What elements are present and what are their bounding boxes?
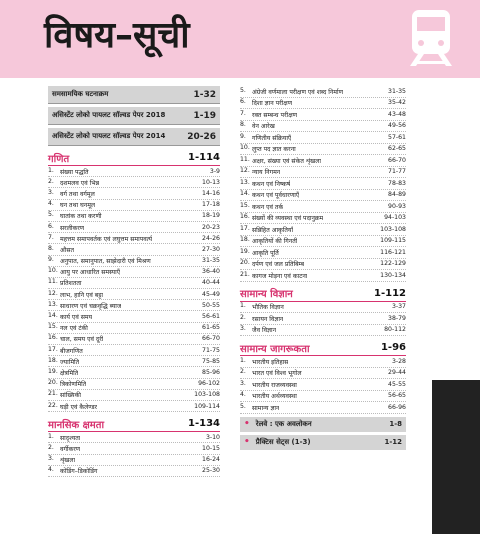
toc-row-title: सांख्यिकी xyxy=(60,392,81,400)
toc-row-number: 4. xyxy=(48,466,54,474)
toc-row-pages: 109-115 xyxy=(380,237,406,245)
toc-row-title: सामान्य ज्ञान xyxy=(252,404,280,412)
toc-row[interactable] xyxy=(240,236,406,248)
toc-row-number: 9. xyxy=(240,132,246,140)
toc-row-number: 5. xyxy=(48,211,54,219)
toc-row-pages: 56-61 xyxy=(202,313,220,321)
toc-row-title: भारतीय अर्थव्यवस्था xyxy=(252,393,297,401)
toc-row-title: अक्षर, संख्या एवं संकेत शृंखला xyxy=(252,157,322,165)
toc-row-number: 1. xyxy=(240,356,246,364)
toc-row-number: 18. xyxy=(48,356,58,364)
toc-row[interactable] xyxy=(48,200,220,211)
toc-row-title: अनुपात, समानुपात, साझेदारी एवं मिश्रण xyxy=(60,258,151,266)
toc-row[interactable] xyxy=(48,379,220,390)
toc-row-number: 2. xyxy=(48,177,54,185)
toc-row[interactable] xyxy=(240,86,406,98)
toc-row-pages: 18-19 xyxy=(202,212,220,220)
toc-row-title: आयु पर आधारित समस्याएँ xyxy=(60,269,121,277)
toc-row[interactable] xyxy=(240,167,406,179)
toc-row-title: दर्पण एवं जल प्रतिबिम्ब xyxy=(252,261,305,269)
toc-row-number: 14. xyxy=(48,312,58,320)
toc-row[interactable] xyxy=(48,455,220,466)
section-title: मानसिक क्षमता xyxy=(48,419,105,431)
toc-row-title: भारतीय राजव्यवस्था xyxy=(252,381,297,389)
toc-row[interactable] xyxy=(240,121,406,133)
toc-row-pages: 40-44 xyxy=(202,279,220,287)
toc-row[interactable] xyxy=(48,367,220,378)
toc-row-number: 5. xyxy=(240,402,246,410)
toc-row-title: आकृतियों की गिनती xyxy=(252,238,298,246)
toc-row-number: 17. xyxy=(240,224,250,232)
toc-row-pages: 25-30 xyxy=(202,467,220,475)
mansik-list xyxy=(48,432,220,477)
toc-row[interactable] xyxy=(48,356,220,367)
toc-entry-railway-overview[interactable]: • रेलवे : एक अवलोकन 1-8 xyxy=(240,417,406,432)
toc-row-number: 19. xyxy=(240,247,250,255)
toc-row-pages: 3-9 xyxy=(209,167,220,175)
toc-row[interactable] xyxy=(240,356,406,368)
toc-row-title: प्रतिशतता xyxy=(60,280,82,288)
toc-row-title: सन्निहित आकृतियाँ xyxy=(252,226,294,234)
toc-row-title: साधारण एवं चक्रवृद्धि ब्याज xyxy=(60,302,122,310)
section-header-vigyan[interactable] xyxy=(240,286,406,302)
left-column xyxy=(48,86,220,477)
toc-row-title: सादृश्यता xyxy=(60,434,81,442)
toc-row-title: नल एवं टंकी xyxy=(60,325,88,333)
toc-row[interactable] xyxy=(48,256,220,267)
toc-row[interactable] xyxy=(240,213,406,225)
toc-row-title: ज्यामिति xyxy=(60,358,80,366)
toc-row-number: 3. xyxy=(240,325,246,333)
toc-row-title: शृंखला xyxy=(60,457,76,465)
toc-row-number: 16. xyxy=(240,213,250,221)
toc-row-number: 6. xyxy=(240,98,246,106)
toc-row-title: जैव विज्ञान xyxy=(252,327,277,335)
toc-row[interactable] xyxy=(240,391,406,403)
toc-row-pages: 20-23 xyxy=(202,223,220,231)
toc-row-pages: 78-83 xyxy=(388,179,406,187)
toc-row-title: वेन आरेख xyxy=(252,123,275,131)
toc-row-title: रसायन विज्ञान xyxy=(252,315,284,323)
toc-row[interactable] xyxy=(48,401,220,412)
page-title: विषय–सूची xyxy=(44,15,190,56)
toc-row-title: लुप्त पद ज्ञात करना xyxy=(252,146,296,154)
toc-entry-current-affairs[interactable]: समसामयिक घटनाक्रम 1-32 xyxy=(48,86,220,104)
toc-row-pages: 3-37 xyxy=(391,303,406,311)
section-pages: 1-112 xyxy=(374,287,406,299)
toc-row[interactable] xyxy=(48,222,220,233)
toc-row-pages: 80-112 xyxy=(384,326,406,334)
toc-row-number: 21. xyxy=(48,390,58,398)
toc-row[interactable] xyxy=(240,201,406,213)
toc-row-pages: 71-77 xyxy=(388,168,406,176)
toc-row[interactable] xyxy=(240,313,406,325)
toc-row-pages: 103-108 xyxy=(380,225,406,233)
toc-row-pages: 36-40 xyxy=(202,268,220,276)
toc-row[interactable] xyxy=(240,224,406,236)
toc-row-number: 10. xyxy=(240,144,250,152)
toc-row-title: दशमलव एवं भिन्न xyxy=(60,179,100,187)
toc-row-number: 18. xyxy=(240,236,250,244)
toc-row-pages: 116-121 xyxy=(380,248,406,256)
toc-row[interactable] xyxy=(48,466,220,477)
toc-row-title: गणितीय संक्रियाएँ xyxy=(252,134,292,142)
toc-row-title: कागज मोड़ना एवं काटना xyxy=(252,272,308,280)
toc-entry-practice-sets[interactable]: • प्रैक्टिस सेट्स (1-3) 1-12 xyxy=(240,435,406,450)
toc-row[interactable] xyxy=(48,267,220,278)
toc-row-pages: 84-89 xyxy=(388,191,406,199)
toc-row[interactable] xyxy=(240,270,406,282)
toc-row-title: भौतिक विज्ञान xyxy=(252,304,284,312)
toc-row-title: कार्य एवं समय xyxy=(60,314,93,322)
toc-row[interactable] xyxy=(48,233,220,244)
toc-row-pages: 122-129 xyxy=(380,260,406,268)
toc-row-number: 11. xyxy=(48,278,58,286)
toc-row-pages: 10-15 xyxy=(202,444,220,452)
toc-row-title: वर्ग तथा वर्गमूल xyxy=(60,190,95,198)
toc-row-pages: 75-85 xyxy=(202,357,220,365)
toc-row[interactable] xyxy=(48,300,220,311)
toc-row-number: 17. xyxy=(48,345,58,353)
toc-row[interactable] xyxy=(48,345,220,356)
toc-entry-paper-2018[interactable]: असिस्टेंट लोको पायलट सॉल्वड पेपर 2018 1-19 xyxy=(48,107,220,125)
toc-row-number: 2. xyxy=(48,443,54,451)
toc-row-pages: 56-65 xyxy=(388,392,406,400)
jagrukta-list xyxy=(240,356,406,414)
toc-row-title: घातांक तथा करणी xyxy=(60,213,102,221)
toc-row-pages: 27-30 xyxy=(202,245,220,253)
section-header-ganit[interactable] xyxy=(48,150,220,166)
toc-row-pages: 109-114 xyxy=(194,402,220,410)
toc-row[interactable] xyxy=(48,166,220,177)
toc-row-number: 16. xyxy=(48,334,58,342)
decorative-side-bar xyxy=(432,380,480,534)
toc-row-number: 10. xyxy=(48,267,58,275)
toc-row-pages: 29-44 xyxy=(388,369,406,377)
toc-row-pages: 130-134 xyxy=(380,271,406,279)
bullet-icon: • xyxy=(244,437,250,447)
toc-row-title: कथन एवं तर्क xyxy=(252,203,284,211)
toc-row-number: 7. xyxy=(240,109,246,117)
toc-row-number: 1. xyxy=(48,166,54,174)
toc-row-pages: 24-26 xyxy=(202,234,220,242)
toc-row[interactable] xyxy=(240,325,406,337)
toc-row-title: लाभ, हानि एवं बट्टा xyxy=(60,291,103,299)
toc-row-pages: 38-79 xyxy=(388,314,406,322)
toc-row-pages: 49-56 xyxy=(388,122,406,130)
toc-row-pages: 10-13 xyxy=(202,178,220,186)
toc-row-pages: 71-75 xyxy=(202,346,220,354)
toc-row-title: आकृति पूर्ति xyxy=(252,249,279,257)
toc-row-number: 21. xyxy=(240,270,250,278)
toc-row-number: 12. xyxy=(240,167,250,175)
toc-row-pages: 103-108 xyxy=(194,391,220,399)
mansik-continued-list xyxy=(240,86,406,282)
vigyan-list xyxy=(240,302,406,337)
toc-row-number: 4. xyxy=(240,391,246,399)
toc-row-pages: 3-28 xyxy=(391,357,406,365)
toc-row[interactable] xyxy=(240,109,406,121)
toc-row-number: 6. xyxy=(48,222,54,230)
toc-row-title: अंग्रेजी वर्णमाला परीक्षण एवं शब्द निर्माण xyxy=(252,88,344,96)
toc-row-number: 14. xyxy=(240,190,250,198)
ganit-list xyxy=(48,166,220,412)
toc-row-pages: 90-93 xyxy=(388,202,406,210)
toc-row-number: 5. xyxy=(240,86,246,94)
toc-row[interactable] xyxy=(240,190,406,202)
toc-row[interactable] xyxy=(240,402,406,414)
toc-row-number: 1. xyxy=(240,302,246,310)
toc-row-number: 8. xyxy=(240,121,246,129)
toc-row-title: घन तथा घनमूल xyxy=(60,202,96,210)
toc-row[interactable] xyxy=(48,188,220,199)
toc-row-title: त्रिकोणमिति xyxy=(60,381,87,389)
section-pages: 1-134 xyxy=(188,418,220,430)
toc-row-pages: 14-16 xyxy=(202,189,220,197)
toc-row-pages: 62-65 xyxy=(388,145,406,153)
toc-row[interactable] xyxy=(48,311,220,322)
toc-row-pages: 66-70 xyxy=(388,156,406,164)
toc-row-pages: 45-49 xyxy=(202,290,220,298)
toc-row[interactable] xyxy=(240,98,406,110)
toc-row-title: दिशा ज्ञान परीक्षण xyxy=(252,100,293,108)
toc-row-title: न्याय निगमन xyxy=(252,169,281,177)
toc-row-pages: 66-70 xyxy=(202,335,220,343)
toc-row-number: 13. xyxy=(48,300,58,308)
toc-row[interactable] xyxy=(240,247,406,259)
toc-row[interactable] xyxy=(240,132,406,144)
toc-row-title: चाल, समय एवं दूरी xyxy=(60,336,104,344)
section-title: सामान्य विज्ञान xyxy=(240,289,293,300)
toc-row-number: 15. xyxy=(240,201,250,209)
header-banner xyxy=(0,0,480,78)
toc-row-pages: 50-55 xyxy=(202,301,220,309)
toc-row-pages: 43-48 xyxy=(388,110,406,118)
toc-row-number: 4. xyxy=(48,200,54,208)
toc-row-number: 11. xyxy=(240,155,250,163)
toc-row[interactable] xyxy=(48,443,220,454)
toc-row-title: संख्या पद्धति xyxy=(60,168,89,176)
toc-row-title: सरलीकरण xyxy=(60,224,85,232)
toc-row-pages: 16-24 xyxy=(202,456,220,464)
toc-row-pages: 94-103 xyxy=(384,214,406,222)
toc-row-pages: 35-42 xyxy=(388,99,406,107)
toc-row-number: 19. xyxy=(48,367,58,375)
toc-row[interactable] xyxy=(48,289,220,300)
toc-row-pages: 85-96 xyxy=(202,368,220,376)
toc-row-number: 3. xyxy=(48,188,54,196)
toc-row-title: क्षेत्रमिति xyxy=(60,369,79,377)
section-title: गणित xyxy=(48,153,70,165)
section-header-jagrukta[interactable] xyxy=(240,340,406,356)
toc-row-pages: 96-102 xyxy=(198,380,220,388)
right-column xyxy=(240,86,406,450)
toc-entry-paper-2014[interactable]: असिस्टेंट लोको पायलट सॉल्वड पेपर 2014 20-26 xyxy=(48,128,220,146)
toc-row[interactable] xyxy=(48,334,220,345)
toc-row-number: 3. xyxy=(48,455,54,463)
toc-row-pages: 17-18 xyxy=(202,201,220,209)
toc-row-number: 9. xyxy=(48,256,54,264)
toc-row[interactable] xyxy=(240,259,406,271)
toc-row-title: वर्गीकरण xyxy=(60,445,81,453)
toc-row-title: रक्त सम्बन्ध परीक्षण xyxy=(252,111,298,119)
toc-row-title: बीजगणित xyxy=(60,347,83,355)
toc-row-title: औसत xyxy=(60,246,75,254)
toc-row[interactable] xyxy=(240,302,406,314)
toc-row-number: 12. xyxy=(48,289,58,297)
toc-row-pages: 31-35 xyxy=(202,257,220,265)
toc-row[interactable] xyxy=(48,390,220,401)
toc-row[interactable] xyxy=(48,323,220,334)
toc-row-number: 3. xyxy=(240,379,246,387)
toc-row-number: 20. xyxy=(48,379,58,387)
toc-row-number: 22. xyxy=(48,401,58,409)
toc-row-pages: 66-96 xyxy=(388,403,406,411)
toc-row[interactable] xyxy=(240,178,406,190)
toc-row[interactable] xyxy=(48,211,220,222)
section-pages: 1-114 xyxy=(188,152,220,163)
train-icon xyxy=(398,6,464,70)
toc-row-title: भारत एवं विश्व भूगोल xyxy=(252,370,302,378)
toc-row[interactable] xyxy=(240,155,406,167)
toc-row-pages: 57-61 xyxy=(388,133,406,141)
toc-row[interactable] xyxy=(240,368,406,380)
toc-row-pages: 45-55 xyxy=(388,380,406,388)
toc-row[interactable] xyxy=(48,432,220,443)
section-title: सामान्य जागरूकता xyxy=(240,343,310,355)
section-header-mansik[interactable] xyxy=(48,416,220,432)
toc-row-title: कथन एवं निष्कर्ष xyxy=(252,180,291,188)
toc-row-title: भारतीय इतिहास xyxy=(252,358,289,366)
toc-row-title: कथन एवं पूर्वधारणाएँ xyxy=(252,192,300,200)
toc-row[interactable] xyxy=(240,379,406,391)
toc-row-title: संख्यों की व्यवस्था एवं पदानुक्रम xyxy=(252,215,324,223)
section-pages: 1-96 xyxy=(380,342,406,353)
toc-row-pages: 31-35 xyxy=(388,87,406,95)
toc-row-number: 7. xyxy=(48,233,54,241)
toc-row-number: 13. xyxy=(240,178,250,186)
bullet-icon: • xyxy=(244,419,250,429)
toc-row-pages: 3-10 xyxy=(205,433,220,441)
toc-row[interactable] xyxy=(48,177,220,188)
toc-row-number: 2. xyxy=(240,368,246,376)
toc-row[interactable] xyxy=(240,144,406,156)
toc-row-title: कोडिंग–डिकोडिंग xyxy=(60,468,98,476)
toc-row-title: महत्तम समापवर्तक एवं लघुत्तम समापवर्त्य xyxy=(60,235,153,243)
toc-row[interactable] xyxy=(48,244,220,255)
toc-row-title: घड़ी एवं कैलेण्डर xyxy=(60,403,98,411)
toc-row-number: 8. xyxy=(48,244,54,252)
toc-row-number: 2. xyxy=(240,313,246,321)
toc-row-number: 15. xyxy=(48,323,58,331)
toc-row[interactable] xyxy=(48,278,220,289)
toc-row-pages: 61-65 xyxy=(202,324,220,332)
toc-row-number: 1. xyxy=(48,432,54,440)
toc-row-number: 20. xyxy=(240,259,250,267)
